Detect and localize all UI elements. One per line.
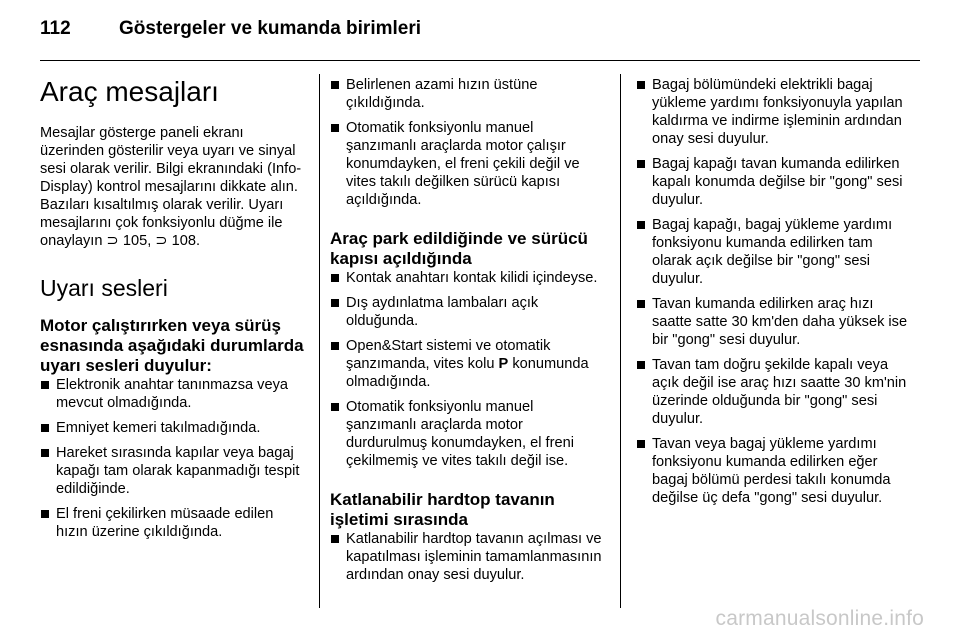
list-item: Bagaj kapağı, bagaj yükleme yardımı fonksiyonu kumanda edilirken tam olarak açık değilse bir "gong" sesi duyulur. xyxy=(636,216,908,288)
list-item: Tavan tam doğru şekilde kapalı veya açık değil ise araç hızı saatte 30 km'nin üzerinde olduğunda bir "gong" sesi duyulur. xyxy=(636,356,908,428)
intro-paragraph: Mesajlar gösterge paneli ekranı üzerinden gösterilir veya uyarı ve sinyal sesi olarak verilir. Bilgi ekranındaki (Info-Display) kontrol mesajlarını dikkate alın. Bazıları kısaltılmış olarak verilir. Uyarı mesajlarını çok fonksiyonlu düğme ile onaylayın ⊃ 105, ⊃ 108. xyxy=(40,125,302,249)
list-item: Otomatik fonksiyonlu manuel şanzımanlı araçlarda motor çalışır konumdayken, el freni çekili değil ve vites takılı değilken sürücü kapısı açıldığında. xyxy=(330,119,602,209)
gear-position-p: P xyxy=(498,356,509,372)
list-item: Hareket sırasında kapılar veya bagaj kapağı tam olarak kapanmadığı tespit edildiğinde. xyxy=(40,444,308,498)
subheading-parked: Araç park edildiğinde ve sürücü kapısı açıldığında xyxy=(330,229,588,268)
subheading-hardtop: Katlanabilir hardtop tavanın işletimi sırasında xyxy=(330,490,555,529)
list-item: Bagaj bölümündeki elektrikli bagaj yükleme yardımı fonksiyonuyla yapılan kaldırma ve indirme işleminin ardından onay sesi duyulur. xyxy=(636,76,908,148)
square-bullet-icon xyxy=(41,449,49,457)
watermark-text: carmanualsonline.info xyxy=(715,607,924,630)
subheading-driving: Motor çalıştırırken veya sürüş esnasında aşağıdaki durumlarda uyarı sesleri duyulur: xyxy=(40,316,304,375)
square-bullet-icon xyxy=(331,342,339,350)
square-bullet-icon xyxy=(41,381,49,389)
bullet-list-parked xyxy=(330,269,602,470)
section-title-warning-sounds: Uyarı sesleri xyxy=(40,275,168,301)
page-number: 112 xyxy=(40,18,71,39)
list-item: Elektronik anahtar tanınmazsa veya mevcut olmadığında. xyxy=(40,376,308,412)
reference-arrow-icon: ⊃ xyxy=(106,233,119,249)
bullet-list-roof xyxy=(636,76,908,507)
list-item: Belirlenen azami hızın üstüne çıkıldığında. xyxy=(330,76,602,112)
column-3 xyxy=(636,76,908,514)
square-bullet-icon xyxy=(637,300,645,308)
list-item: El freni çekilirken müsaade edilen hızın üzerine çıkıldığında. xyxy=(40,505,308,541)
square-bullet-icon xyxy=(41,510,49,518)
section-title-vehicle-messages: Araç mesajları xyxy=(40,76,219,107)
square-bullet-icon xyxy=(331,124,339,132)
square-bullet-icon xyxy=(331,274,339,282)
list-item: Kontak anahtarı kontak kilidi içindeyse. xyxy=(330,269,602,287)
list-item: Tavan kumanda edilirken araç hızı saatte satte 30 km'den daha yüksek ise bir "gong" sesi duyulur. xyxy=(636,295,908,349)
column-divider-2 xyxy=(620,74,621,608)
column-divider-1 xyxy=(319,74,320,608)
square-bullet-icon xyxy=(41,424,49,432)
column-2 xyxy=(330,76,602,591)
chapter-title: Göstergeler ve kumanda birimleri xyxy=(119,18,422,39)
list-item: Otomatik fonksiyonlu manuel şanzımanlı araçlarda motor durdurulmuş konumdayken, el freni çekilmemiş ve vites takılı değil ise. xyxy=(330,398,602,470)
list-item: Open&Start sistemi ve otomatik şanzımanda, vites kolu P konumunda olmadığında. xyxy=(330,337,602,391)
square-bullet-icon xyxy=(637,440,645,448)
column-1 xyxy=(40,76,308,548)
list-item: Katlanabilir hardtop tavanın açılması ve kapatılması işleminin tamamlanmasının ardından onay sesi duyulur. xyxy=(330,530,602,584)
list-item: Tavan veya bagaj yükleme yardımı fonksiyonu kumanda edilirken eğer bagaj bölümü perdesi takılı konumda değilse üç defa "gong" sesi duyulur. xyxy=(636,435,908,507)
square-bullet-icon xyxy=(637,160,645,168)
bullet-list-top xyxy=(330,76,602,209)
square-bullet-icon xyxy=(637,361,645,369)
page-header xyxy=(40,18,920,48)
square-bullet-icon xyxy=(637,81,645,89)
square-bullet-icon xyxy=(331,81,339,89)
square-bullet-icon xyxy=(637,221,645,229)
reference-link-1[interactable]: 105 xyxy=(122,233,148,249)
bullet-list-hardtop xyxy=(330,530,602,584)
square-bullet-icon xyxy=(331,299,339,307)
bullet-list-driving xyxy=(40,376,308,541)
header-divider xyxy=(40,60,920,61)
list-item: Bagaj kapağı tavan kumanda edilirken kapalı konumda değilse bir "gong" sesi duyulur. xyxy=(636,155,908,209)
square-bullet-icon xyxy=(331,403,339,411)
list-item: Dış aydınlatma lambaları açık olduğunda. xyxy=(330,294,602,330)
square-bullet-icon xyxy=(331,535,339,543)
list-item: Emniyet kemeri takılmadığında. xyxy=(40,419,308,437)
reference-arrow-icon: ⊃ xyxy=(155,233,168,249)
intro-text: Mesajlar gösterge paneli ekranı üzerinden gösterilir veya uyarı ve sinyal sesi olarak verilir. Bilgi ekranındaki (Info-Display) kontrol mesajlarını dikkate alın. Bazıları kısaltılmış olarak verilir. Uyarı mesajlarını çok fonksiyonlu düğme ile onaylayın xyxy=(40,125,302,249)
reference-link-2[interactable]: 108 xyxy=(171,233,196,249)
